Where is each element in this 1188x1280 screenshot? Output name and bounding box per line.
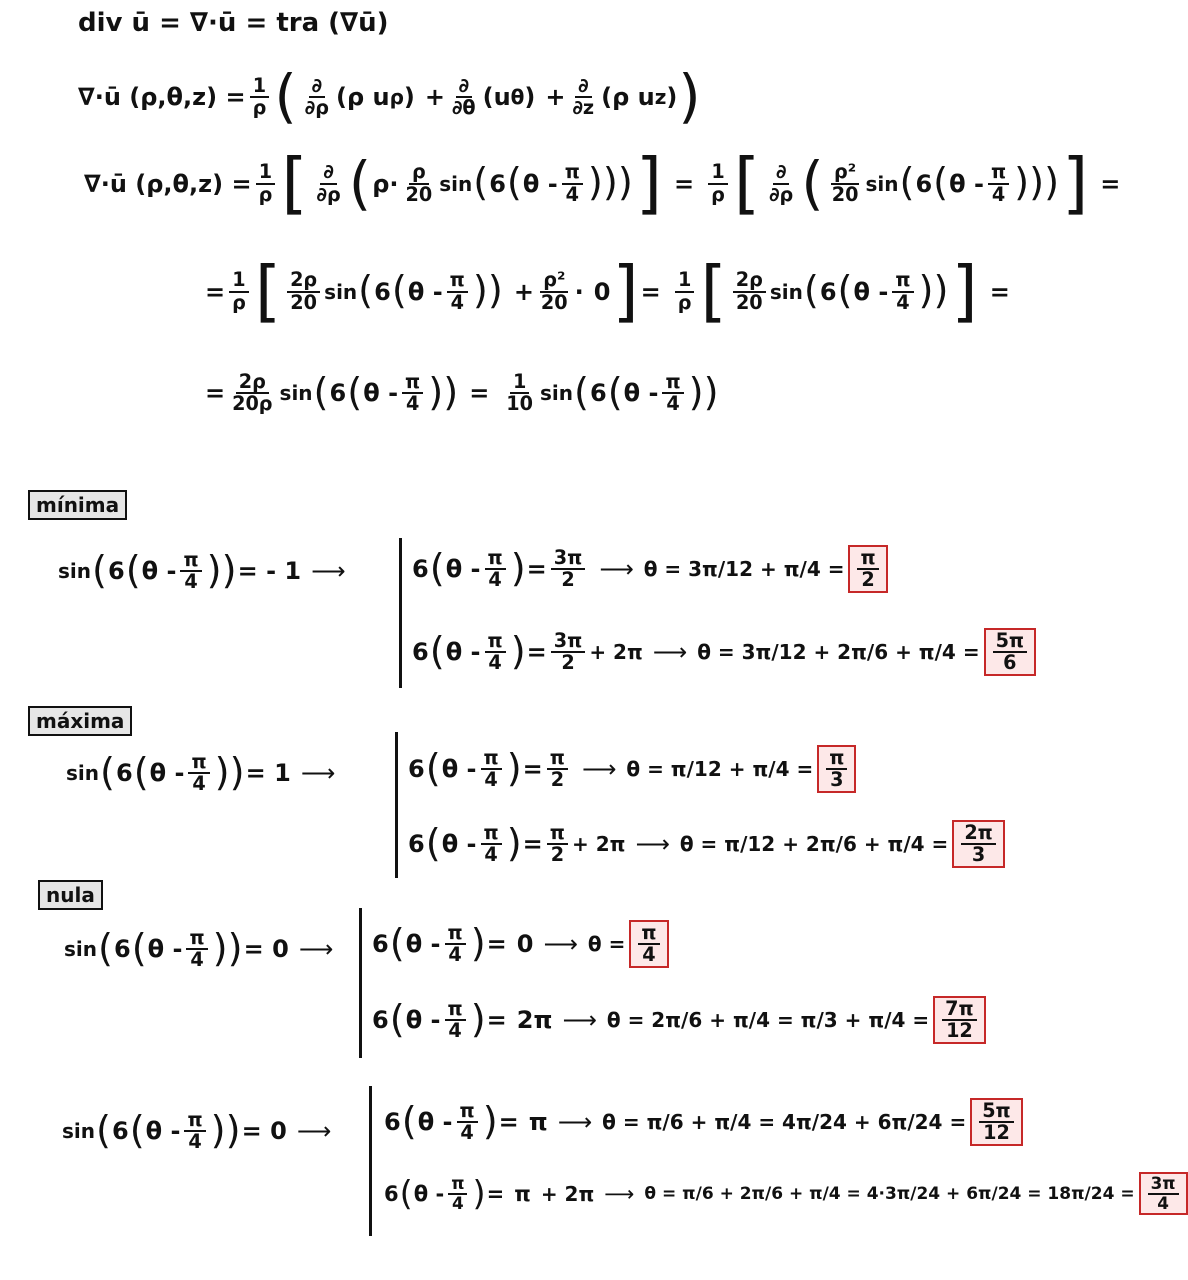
result-box: $\frac{5\pi}{12}$	[970, 1098, 1023, 1146]
divergence-definition-text: div ū = ∇·ū = tra (∇ū)	[78, 8, 389, 38]
theta-term: (u	[482, 82, 511, 111]
rho-term: (ρ u	[335, 82, 390, 111]
divergence-definition	[78, 8, 389, 38]
derivation-step-2: = $\frac{1}{\rho}$ [ $\frac{2\rho}{20}$ sin ( 6 ( θ - $\frac{\pi}{4}$ )) + $\frac{\text{ρ²}}{20}$ · 0 ] = $\frac{1}{\rho}$ [ $\frac{2\rho}{20}$ sin ( 6 ( θ - $\frac{\pi}{4}$ )) ] =	[205, 252, 1010, 330]
result-box: $\frac{7\pi}{12}$	[933, 996, 986, 1044]
maxima-case-bar	[395, 732, 398, 878]
minima-equation: sin ( 6 ( θ - $\frac{\pi}{4}$ )) = - 1 ⟶	[58, 547, 346, 594]
minima-case-1: 6 ( θ - $\frac{\pi}{4}$ ) = $\frac{3\pi}{2}$ ⟶ θ = 3π/12 + π/4 = $\frac{\pi}{2}$	[412, 545, 888, 593]
partial-rho: $\frac{\partial}{\partial\rho}$	[304, 73, 329, 119]
nula-case-1: 6 ( θ - $\frac{\pi}{4}$ ) = 0 ⟶ θ = $\frac{\pi}{4}$	[372, 920, 669, 968]
nula2-case-2: 6 ( θ - $\frac{\pi}{4}$ ) = π + 2π ⟶ θ = π/6 + 2π/6 + π/4 = 4·3π/24 + 6π/24 = 18π/24 = $\frac{3\pi}{4}$	[384, 1172, 1188, 1215]
one-over-rho: $\frac{1}{\rho}$	[250, 76, 270, 118]
result-box: $\frac{\pi}{4}$	[629, 920, 668, 968]
derivation-result: = $\frac{2\rho}{20\rho}$ sin ( 6 ( θ - $\frac{\pi}{4}$ )) = $\frac{1}{10}$ sin ( 6 ( θ - $\frac{\pi}{4}$ ))	[205, 369, 719, 416]
result-box: $\frac{2\pi}{3}$	[952, 820, 1005, 868]
label-minima: mínima	[28, 490, 127, 520]
maxima-case-2: 6 ( θ - $\frac{\pi}{4}$ ) = $\frac{\pi}{2}$ + 2π ⟶ θ = π/12 + 2π/6 + π/4 = $\frac{2\pi}{3}$	[408, 820, 1005, 868]
nula2-case-bar	[369, 1086, 372, 1236]
result-box: $\frac{\pi}{2}$	[848, 545, 887, 593]
nula-equation: sin ( 6 ( θ - $\frac{\pi}{4}$ )) = 0 ⟶	[64, 925, 334, 972]
cylindrical-divergence-formula: ∇·ū (ρ,θ,z) = $\frac{1}{\rho}$ ( $\frac{\partial}{\partial\rho}$ (ρ u ρ ) + $\frac{\partial}{\partial\theta}$ (u θ ) + $\frac{\partial}{\partial z}$ (ρ u z ) )	[78, 63, 701, 130]
nula-equation-2: sin ( 6 ( θ - $\frac{\pi}{4}$ )) = 0 ⟶	[62, 1107, 332, 1154]
partial-theta: $\frac{\partial}{\partial\theta}$	[451, 73, 476, 119]
nula-case-bar	[359, 908, 362, 1058]
derivation-step-1: ∇·ū (ρ,θ,z) = $\frac{1}{\rho}$ [ $\frac{\partial}{\partial\rho}$ ( ρ · $\frac{\rho}{20}$ sin ( 6 ( θ - $\frac{\pi}{4}$ ))) ] = $\frac{1}{\rho}$ [ $\frac{\partial}{\partial\rho}$ ( $\frac{\text{ρ²}}{20}$ sin ( 6 ( θ - $\frac{\pi}{4}$ ))) ] =	[84, 144, 1121, 222]
partial-z: $\frac{\partial}{\partial z}$	[572, 73, 595, 119]
result-box: $\frac{5\pi}{6}$	[984, 628, 1037, 676]
formula-lhs: ∇·ū (ρ,θ,z) =	[78, 82, 246, 111]
result-box: $\frac{\pi}{3}$	[817, 745, 856, 793]
result-box: $\frac{3\pi}{4}$	[1139, 1172, 1188, 1215]
label-maxima: máxima	[28, 706, 132, 736]
minima-case-2: 6 ( θ - $\frac{\pi}{4}$ ) = $\frac{3\pi}{2}$ + 2π ⟶ θ = 3π/12 + 2π/6 + π/4 = $\frac{5\pi}{6}$	[412, 628, 1036, 676]
label-nula: nula	[38, 880, 103, 910]
nula2-case-1: 6 ( θ - $\frac{\pi}{4}$ ) = π ⟶ θ = π/6 + π/4 = 4π/24 + 6π/24 = $\frac{5\pi}{12}$	[384, 1098, 1023, 1146]
maxima-equation: sin ( 6 ( θ - $\frac{\pi}{4}$ )) = 1 ⟶	[66, 749, 336, 796]
minima-case-bar	[399, 538, 402, 688]
z-term: (ρ u	[601, 82, 655, 111]
maxima-case-1: 6 ( θ - $\frac{\pi}{4}$ ) = $\frac{\pi}{2}$ ⟶ θ = π/12 + π/4 = $\frac{\pi}{3}$	[408, 745, 856, 793]
nula-case-2: 6 ( θ - $\frac{\pi}{4}$ ) = 2π ⟶ θ = 2π/6 + π/4 = π/3 + π/4 = $\frac{7\pi}{12}$	[372, 996, 986, 1044]
